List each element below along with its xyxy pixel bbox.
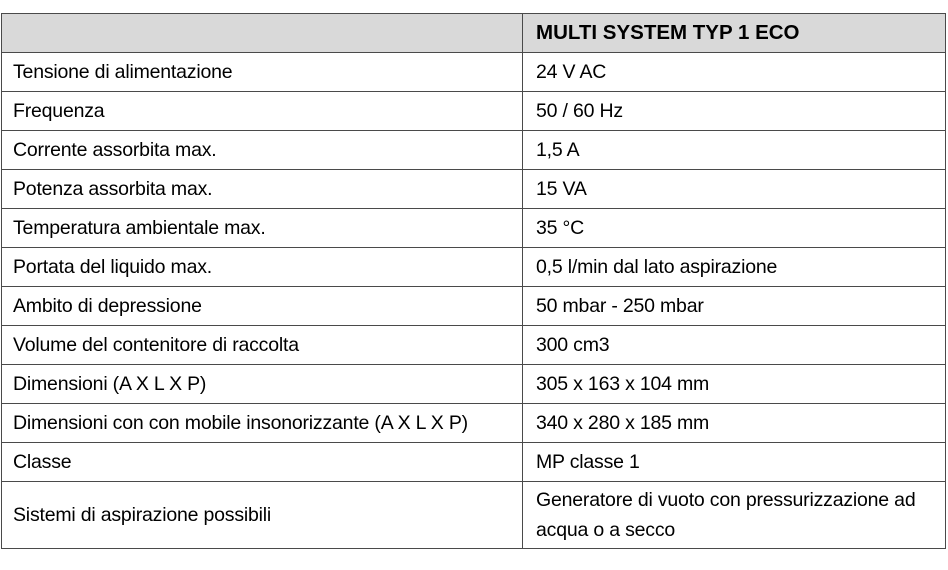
- table-row: [2, 131, 946, 170]
- table-row: [2, 482, 946, 549]
- row-value: 1,5 A: [523, 131, 946, 170]
- row-label: Temperatura ambientale max.: [2, 209, 523, 248]
- row-label: Volume del contenitore di raccolta: [2, 326, 523, 365]
- row-value: Generatore di vuoto con pressurizzazione ad acqua o a secco: [523, 482, 946, 549]
- row-label: Ambito di depressione: [2, 287, 523, 326]
- row-value: 50 mbar - 250 mbar: [523, 287, 946, 326]
- table-row: [2, 209, 946, 248]
- table-row: [2, 248, 946, 287]
- table-row: [2, 365, 946, 404]
- row-label: Classe: [2, 443, 523, 482]
- header-blank-cell: [2, 14, 523, 53]
- row-value: 24 V AC: [523, 53, 946, 92]
- table-row: [2, 92, 946, 131]
- row-value: 0,5 l/min dal lato aspirazione: [523, 248, 946, 287]
- row-value: 15 VA: [523, 170, 946, 209]
- row-value: MP classe 1: [523, 443, 946, 482]
- row-value: 300 cm3: [523, 326, 946, 365]
- row-label: Portata del liquido max.: [2, 248, 523, 287]
- row-label: Potenza assorbita max.: [2, 170, 523, 209]
- table-row: [2, 53, 946, 92]
- table-row: [2, 170, 946, 209]
- table-row: [2, 404, 946, 443]
- row-label: Dimensioni con con mobile insonorizzante (A X L X P): [2, 404, 523, 443]
- table-row: [2, 443, 946, 482]
- header-model-name: MULTI SYSTEM TYP 1 ECO: [523, 14, 946, 53]
- table-row: [2, 287, 946, 326]
- row-label: Sistemi di aspirazione possibili: [2, 482, 523, 549]
- row-value: 340 x 280 x 185 mm: [523, 404, 946, 443]
- row-label: Frequenza: [2, 92, 523, 131]
- row-label: Dimensioni (A X L X P): [2, 365, 523, 404]
- table-header-row: [2, 14, 946, 53]
- row-value: 35 °C: [523, 209, 946, 248]
- specifications-table: [1, 13, 946, 549]
- row-value: 305 x 163 x 104 mm: [523, 365, 946, 404]
- row-label: Tensione di alimentazione: [2, 53, 523, 92]
- row-label: Corrente assorbita max.: [2, 131, 523, 170]
- row-value: 50 / 60 Hz: [523, 92, 946, 131]
- table-row: [2, 326, 946, 365]
